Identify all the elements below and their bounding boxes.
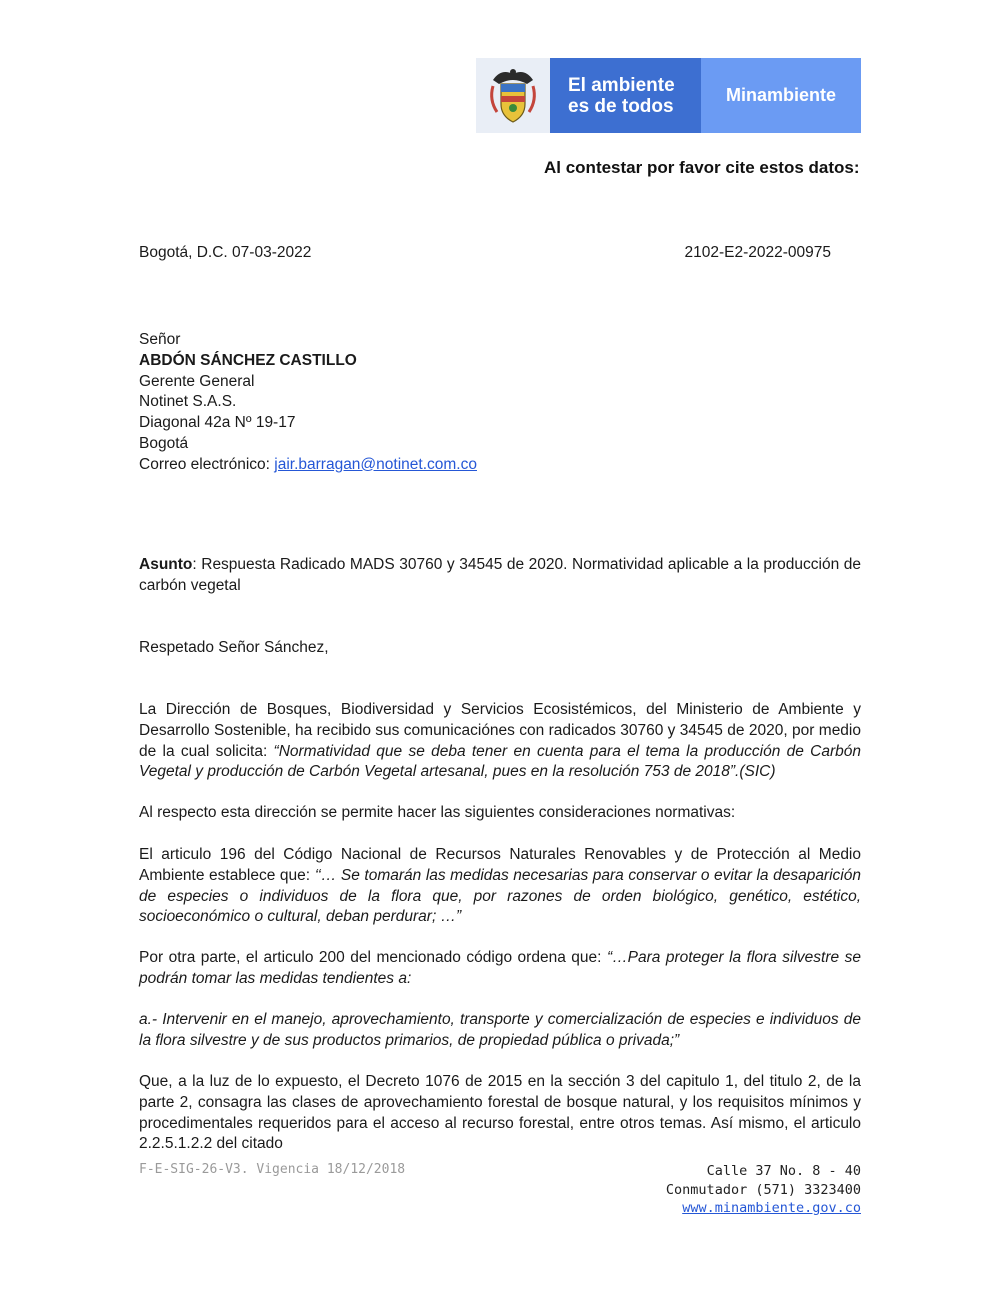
logo-slogan (550, 58, 701, 133)
ministry-logo (476, 58, 861, 133)
logo-slogan-line1: El ambiente (568, 74, 675, 96)
subject-line (139, 555, 861, 597)
footer-website-link[interactable]: www.minambiente.gov.co (682, 1200, 861, 1216)
addressee-title: Gerente General (139, 372, 255, 390)
paragraph-decree: Que, a la luz de lo expuesto, el Decreto 1076 de 2015 en la sección 3 del capitulo 1, del titulo 2, de la parte 2, consagra las clases de aprovechamiento forestal de bosque natural, y los requisitos mínimos y procedimentales requeridos para el acceso al recurso forestal, entre otros temas. Así mismo, el articulo 2.2.5.1.2.2 del citado (139, 1073, 861, 1153)
coat-of-arms-icon (476, 58, 550, 133)
footer-address: Calle 37 No. 8 - 40 (706, 1163, 861, 1179)
article-196-text: El articulo 196 del Código Nacional de Recursos Naturales Renovables y de Protección al Medio Ambiente establece que: (139, 846, 861, 884)
subject-label: Asunto (139, 556, 193, 573)
paragraph-item-a: a.- Intervenir en el manejo, aprovechamiento, transporte y comercialización de especies e individuos de la flora silvestre y de sus productos primarios, de propiedad pública o privada;” (139, 1011, 861, 1049)
addressee-salutation: Señor (139, 331, 181, 348)
paragraph-request (139, 700, 861, 783)
addressee-block (139, 330, 477, 476)
greeting: Respetado Señor Sánchez, (139, 639, 329, 656)
radicado-number: 2102-E2-2022-00975 (684, 244, 831, 261)
addressee-city: Bogotá (139, 434, 189, 452)
logo-ministry-name: Minambiente (701, 58, 861, 133)
paragraph-request-quote: “Normatividad que se deba tener en cuenta para el tema la producción de Carbón Vegetal y producción de Carbón Vegetal artesanal, pues en la resolución 753 de 2018”.(SIC) (139, 742, 861, 781)
footer-form-code: F-E-SIG-26-V3. Vigencia 18/12/2018 (139, 1162, 406, 1177)
addressee-address: Diagonal 42a Nº 19-17 (139, 414, 296, 432)
article-200-quote: “…Para proteger la flora silvestre se podrán tomar las medidas tendientes a: (139, 949, 861, 987)
email-link[interactable]: jair.barragan@notinet.com.co (274, 455, 477, 473)
footer-contact (666, 1162, 861, 1218)
article-200-text: Por otra parte, el articulo 200 del mencionado código ordena que: (139, 949, 602, 966)
cite-notice: Al contestar por favor cite estos datos: (544, 158, 860, 177)
letter-date: Bogotá, D.C. 07-03-2022 (139, 244, 312, 261)
logo-slogan-line2: es de todos (568, 95, 674, 117)
paragraph-article-200 (139, 948, 861, 990)
article-196-quote: ‘‘… Se tomarán las medidas necesarias para conservar o evitar la desaparición de especies o individuos de la flora que, por razones de orden biológico, genético, estético, socioeconómico o cultural, deban perdurar; …” (139, 866, 861, 926)
addressee-company: Notinet S.A.S. (139, 393, 237, 411)
paragraph-article-196 (139, 845, 861, 928)
addressee-email-line (139, 455, 477, 476)
subject-text: : Respuesta Radicado MADS 30760 y 34545 de 2020. Normatividad aplicable a la producción de carbón vegetal (139, 556, 861, 594)
paragraph-request-text: La Dirección de Bosques, Biodiversidad y Servicios Ecosistémicos, del Ministerio de Ambiente y Desarrollo Sostenible, ha recibido sus comunicaciónes con radicados 30760 y 34545 de 2020, por medio de la cual solicita: (139, 701, 861, 760)
footer-phone: Conmutador (571) 3323400 (665, 1181, 861, 1198)
email-label: Correo electrónico: (139, 455, 275, 473)
paragraph-considerations: Al respecto esta dirección se permite hacer las siguientes consideraciones normativas: (139, 804, 736, 821)
addressee-name: ABDÓN SÁNCHEZ CASTILLO (139, 351, 357, 369)
